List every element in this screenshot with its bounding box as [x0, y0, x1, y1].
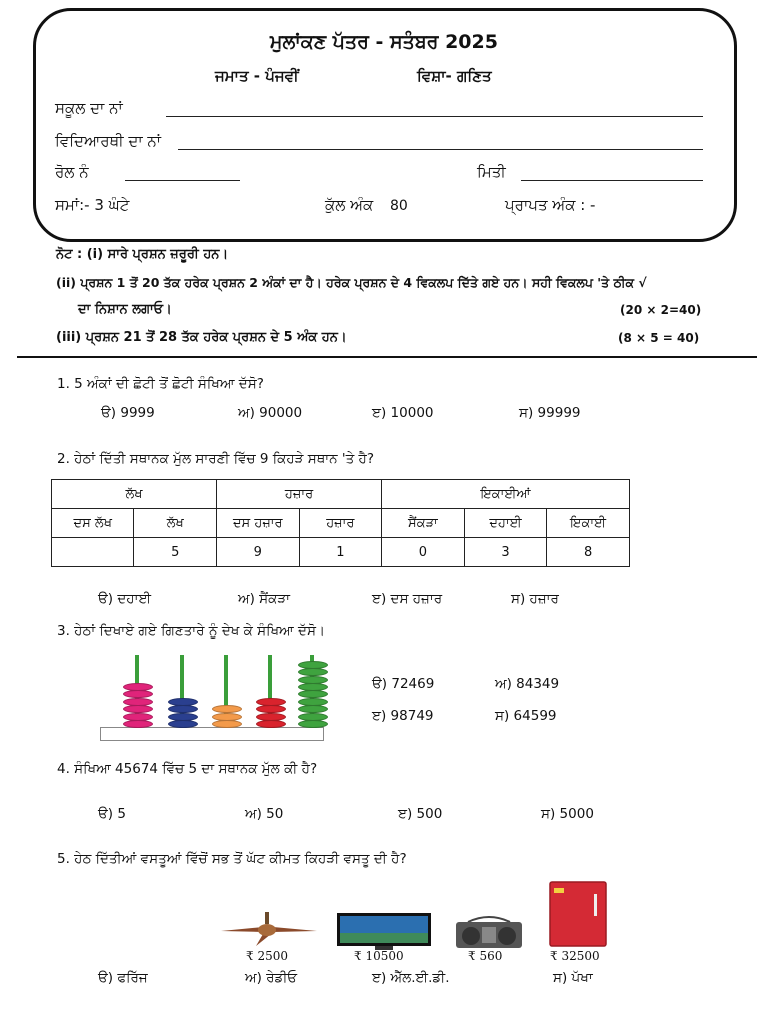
question-5: 5. ਹੇਠ ਦਿੱਤੀਆਂ ਵਸਤੂਆਂ ਵਿੱਚੋਂ ਸਭ ਤੋਂ ਘੱਟ ਕੀਮਤ ਕਿਹੜੀ ਵਸਤੂ ਦੀ ਹੈ? — [57, 851, 407, 867]
section-divider — [17, 356, 757, 358]
table-cell: 3 — [464, 538, 547, 567]
paper-title: ਮੁਲਾਂਕਣ ਪੱਤਰ - ਸਤੰਬਰ 2025 — [270, 31, 498, 53]
group-header: ਇਕਾਈਆਂ — [382, 480, 630, 509]
question-1: 1. 5 ਅੰਕਾਂ ਦੀ ਛੋਟੀ ਤੋਂ ਛੋਟੀ ਸੰਖਿਆ ਦੱਸੋ? — [57, 376, 264, 392]
q1-option-c[interactable]: ੲ) 10000 — [372, 405, 434, 421]
q2-option-d[interactable]: ਸ) ਹਜ਼ਾਰ — [511, 591, 559, 607]
student-name-line[interactable] — [178, 149, 703, 150]
column-header: ਦਸ ਹਜ਼ਾਰ — [216, 509, 299, 538]
question-4: 4. ਸੰਖਿਆ 45674 ਵਿੱਚ 5 ਦਾ ਸਥਾਨਕ ਮੁੱਲ ਕੀ ਹੈ? — [57, 761, 318, 777]
q5-option-c[interactable]: ੲ) ਐੱਲ.ਈ.ਡੀ. — [372, 970, 450, 986]
table-cell: 5 — [134, 538, 216, 567]
abacus-bead — [256, 713, 286, 721]
fridge-handle — [594, 894, 597, 916]
fan-rod — [265, 912, 269, 924]
time-label: ਸਮਾਂ:- 3 ਘੰਟੇ — [55, 196, 130, 214]
roll-number-line[interactable] — [125, 180, 240, 181]
q2-option-c[interactable]: ੲ) ਦਸ ਹਜ਼ਾਰ — [372, 591, 443, 607]
place-value-table — [51, 479, 630, 567]
date-line[interactable] — [521, 180, 703, 181]
table-cell: 8 — [547, 538, 630, 567]
radio-speaker — [498, 927, 516, 945]
marks-section-2: (8 × 5 = 40) — [618, 331, 700, 345]
note-line-1: ਨੋਟ : (i) ਸਾਰੇ ਪ੍ਰਸ਼ਨ ਜ਼ਰੂਰੀ ਹਨ। — [56, 247, 229, 262]
abacus-bead — [212, 720, 242, 728]
column-header: ਲੱਖ — [134, 509, 216, 538]
radio-speaker — [462, 927, 480, 945]
q2-option-a[interactable]: ੳ) ਦਹਾਈ — [98, 591, 151, 607]
abacus-bead — [212, 705, 242, 713]
led-tv-image — [335, 911, 433, 951]
abacus-bead — [123, 690, 153, 698]
abacus-bead — [298, 668, 328, 676]
q2-option-b[interactable]: ਅ) ਸੈਂਕੜਾ — [238, 591, 291, 607]
column-header: ਸੈਂਕੜਾ — [382, 509, 465, 538]
column-header: ਹਜ਼ਾਰ — [299, 509, 382, 538]
q4-option-c[interactable]: ੲ) 500 — [398, 806, 443, 822]
q3-option-b[interactable]: ਅ) 84349 — [495, 676, 560, 692]
radio-image — [454, 914, 524, 950]
abacus-bead — [123, 705, 153, 713]
school-name-line[interactable] — [166, 116, 703, 117]
subject-label: ਵਿਸ਼ਾ- ਗਣਿਤ — [417, 67, 492, 85]
abacus-bead — [123, 683, 153, 691]
q3-option-c[interactable]: ੲ) 98749 — [372, 708, 434, 724]
question-2: 2. ਹੇਠਾਂ ਦਿੱਤੀ ਸਥਾਨਕ ਮੁੱਲ ਸਾਰਣੀ ਵਿੱਚ 9 ਕਿਹੜੇ ਸਥਾਨ 'ਤੇ ਹੈ? — [57, 451, 374, 467]
abacus-bead — [298, 713, 328, 721]
student-label: ਵਿਦਿਆਰਥੀ ਦਾ ਨਾਂ — [55, 132, 162, 150]
ceiling-fan-image — [218, 912, 320, 950]
abacus-bead — [298, 676, 328, 684]
abacus-bead — [168, 698, 198, 706]
total-marks-label: ਕੁੱਲ ਅੰਕ — [325, 196, 374, 214]
table-cell — [52, 538, 134, 567]
fridge-image — [548, 880, 608, 948]
fan-blade — [273, 927, 317, 932]
table-cell: 9 — [216, 538, 299, 567]
column-header: ਦਹਾਈ — [464, 509, 547, 538]
fan-blade — [221, 927, 263, 932]
abacus-bead — [168, 720, 198, 728]
abacus-bead — [168, 705, 198, 713]
abacus-bead — [123, 698, 153, 706]
abacus-bead — [123, 713, 153, 721]
question-3: 3. ਹੇਠਾਂ ਦਿਖਾਏ ਗਏ ਗਿਣਤਾਰੇ ਨੂੰ ਦੇਖ ਕੇ ਸੰਖਿਆ ਦੱਸੋ। — [57, 623, 326, 639]
q4-option-b[interactable]: ਅ) 50 — [245, 806, 284, 822]
marks-section-1: (20 × 2=40) — [620, 303, 702, 317]
abacus-bead — [168, 713, 198, 721]
column-header: ਇਕਾਈ — [547, 509, 630, 538]
q5-option-b[interactable]: ਅ) ਰੇਡੀਓ — [245, 970, 298, 986]
abacus-bead — [298, 720, 328, 728]
abacus-image — [95, 650, 330, 745]
q4-option-d[interactable]: ਸ) 5000 — [541, 806, 594, 822]
fan-price: ₹ 2500 — [246, 949, 288, 963]
q5-option-d[interactable]: ਸ) ਪੱਖਾ — [553, 970, 593, 986]
total-marks-value: 80 — [390, 198, 408, 214]
abacus-bead — [212, 713, 242, 721]
group-header: ਹਜ਼ਾਰ — [216, 480, 381, 509]
abacus-bead — [298, 705, 328, 713]
radio-handle — [468, 917, 510, 922]
radio-price: ₹ 560 — [468, 949, 503, 963]
q5-option-a[interactable]: ੳ) ਫਰਿੱਜ — [98, 970, 148, 986]
group-header: ਲੱਖ — [52, 480, 217, 509]
table-cell: 1 — [299, 538, 382, 567]
abacus-base — [100, 727, 324, 741]
fridge-logo — [554, 888, 564, 893]
q4-option-a[interactable]: ੳ) 5 — [98, 806, 126, 822]
column-header: ਦਸ ਲੱਖ — [52, 509, 134, 538]
q1-option-b[interactable]: ਅ) 90000 — [238, 405, 303, 421]
abacus-bead — [298, 698, 328, 706]
fridge-price: ₹ 32500 — [550, 949, 600, 963]
note-line-4: (iii) ਪ੍ਰਸ਼ਨ 21 ਤੋਂ 28 ਤੱਕ ਹਰੇਕ ਪ੍ਰਸ਼ਨ ਦੇ 5 ਅੰਕ ਹਨ। — [56, 330, 347, 345]
fan-motor — [258, 924, 276, 936]
abacus-bead — [256, 698, 286, 706]
tv-screen-land — [340, 933, 428, 943]
note-line-2: (ii) ਪ੍ਰਸ਼ਨ 1 ਤੋਂ 20 ਤੱਕ ਹਰੇਕ ਪ੍ਰਸ਼ਨ 2 ਅੰਕਾਂ ਦਾ ਹੈ। ਹਰੇਕ ਪ੍ਰਸ਼ਨ ਦੇ 4 ਵਿਕਲਪ ਦਿੱਤੇ ਗਏ ਹਨ। ਸਹੀ ਵਿਕਲਪ 'ਤੇ ਠੀਕ √ — [56, 275, 647, 290]
q1-option-d[interactable]: ਸ) 99999 — [519, 405, 581, 421]
abacus-bead — [256, 705, 286, 713]
class-label: ਜਮਾਤ - ਪੰਜਵੀਂ — [215, 67, 299, 85]
table-cell: 0 — [382, 538, 465, 567]
date-label: ਮਿਤੀ — [477, 163, 506, 181]
q1-option-a[interactable]: ੳ) 9999 — [101, 405, 155, 421]
abacus-bead — [256, 720, 286, 728]
q3-option-a[interactable]: ੳ) 72469 — [372, 676, 435, 692]
abacus-bead — [298, 683, 328, 691]
school-label: ਸਕੂਲ ਦਾ ਨਾਂ — [55, 99, 123, 117]
radio-dial — [482, 927, 496, 943]
tv-price: ₹ 10500 — [354, 949, 404, 963]
q3-option-d[interactable]: ਸ) 64599 — [495, 708, 557, 724]
roll-label: ਰੋਲ ਨੰ — [55, 163, 89, 181]
obtained-marks-label: ਪ੍ਰਾਪਤ ਅੰਕ : - — [505, 196, 596, 214]
abacus-bead — [123, 720, 153, 728]
abacus-bead — [298, 661, 328, 669]
abacus-bead — [298, 690, 328, 698]
note-line-3: ਦਾ ਨਿਸ਼ਾਨ ਲਗਾਓ। — [78, 302, 172, 317]
